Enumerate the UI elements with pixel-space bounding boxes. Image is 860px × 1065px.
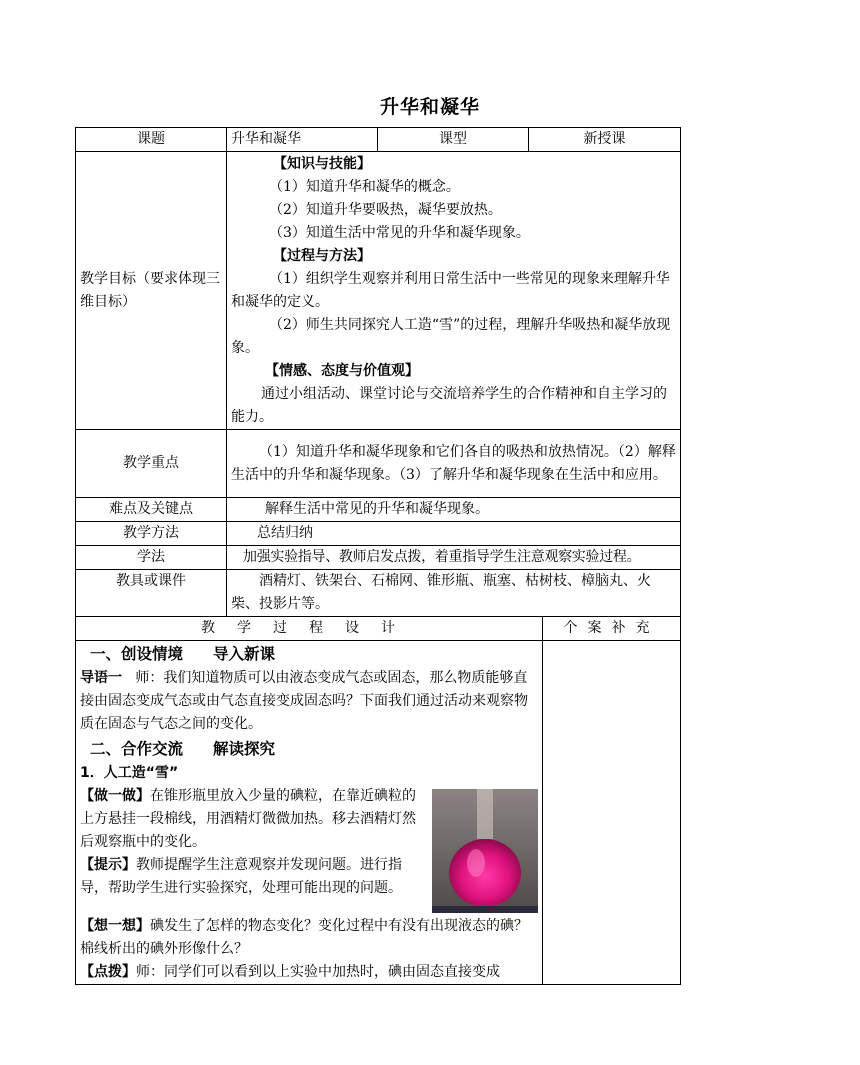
tools-row xyxy=(76,570,681,617)
think-paragraph: 【想一想】碘发生了怎样的物态变化？变化过程中有没有出现液态的碘？棉线析出的碘外形像什么？ xyxy=(80,918,528,957)
tools-text: 酒精灯、铁架台、石棉网、锥形瓶、瓶塞、枯树枝、樟脑丸、火柴、投影片等。 xyxy=(227,570,681,617)
objectives-label: 教学目标（要求体现三维目标） xyxy=(76,152,227,430)
process-content xyxy=(76,641,543,985)
emotion-heading: 【情感、态度与价值观】 xyxy=(265,363,419,379)
do-paragraph: 【做一做】在锥形瓶里放入少量的碘粒，在靠近碘粒的上方悬挂一段棉线，用酒精灯微微加热。移去酒精灯然后观察瓶中的变化。 xyxy=(80,788,416,850)
iodine-flask-photo xyxy=(432,789,538,913)
objectives-row xyxy=(76,152,681,430)
topic-value: 升华和凝华 xyxy=(227,128,378,152)
difficulties-label: 难点及关键点 xyxy=(76,498,227,522)
section2-title: 二、合作交流 解读探究 xyxy=(90,740,276,758)
key-points-row xyxy=(76,430,681,498)
type-label: 课型 xyxy=(378,128,529,152)
method-label: 教学方法 xyxy=(76,522,227,546)
study-row xyxy=(76,546,681,570)
page-title: 升华和凝华 xyxy=(379,96,480,118)
process-content-row xyxy=(76,641,681,985)
type-value: 新授课 xyxy=(529,128,681,152)
objectives-content xyxy=(227,152,681,430)
difficulties-row xyxy=(76,498,681,522)
lesson-plan-table xyxy=(75,127,681,985)
process-design-header: 教学过程设计 xyxy=(76,617,543,641)
supplement-header: 个案补充 xyxy=(543,617,681,641)
study-text: 加强实验指导、教师启发点拨，着重指导学生注意观察实验过程。 xyxy=(227,546,681,570)
emotion-text: 通过小组活动、课堂讨论与交流培养学生的合作精神和自主学习的能力。 xyxy=(231,386,667,425)
subsection-title: 1．人工造“雪” xyxy=(80,765,179,781)
key-points-text: （1）知道升华和凝华现象和它们各自的吸热和放热情况。（2）解释生活中的升华和凝华现象。（3）了解升华和凝华现象在生活中和应用。 xyxy=(227,430,681,498)
process-heading: 【过程与方法】 xyxy=(273,248,371,264)
hint-paragraph: 【提示】教师提醒学生注意观察并发现问题。进行指导，帮助学生进行实验探究，处理可能出现的问题。 xyxy=(80,857,402,896)
knowledge-item: （1）知道升华和凝华的概念。 xyxy=(269,179,460,195)
study-label: 学法 xyxy=(76,546,227,570)
method-row xyxy=(76,522,681,546)
difficulties-text: 解释生活中常见的升华和凝华现象。 xyxy=(227,498,681,522)
process-item: （1）组织学生观察并利用日常生活中一些常见的现象来理解升华和凝华的定义。 xyxy=(231,271,670,310)
knowledge-heading: 【知识与技能】 xyxy=(273,156,371,172)
process-item: （2）师生共同探究人工造“雪”的过程，理解升华吸热和凝华放现象。 xyxy=(231,317,671,356)
topic-label: 课题 xyxy=(76,128,227,152)
tools-label: 教具或课件 xyxy=(76,570,227,617)
key-points-label: 教学重点 xyxy=(76,430,227,498)
supplement-column xyxy=(543,641,681,985)
header-row xyxy=(76,128,681,152)
knowledge-item: （3）知道生活中常见的升华和凝华现象。 xyxy=(269,225,530,241)
knowledge-item: （2）知道升华要吸热，凝华要放热。 xyxy=(269,202,502,218)
process-header-row xyxy=(76,617,681,641)
point-paragraph: 【点拨】师：同学们可以看到以上实验中加热时，碘由固态直接变成 xyxy=(80,964,500,980)
intro-paragraph: 导语一 师：我们知道物质可以由液态变成气态或固态，那么物质能够直接由固态变成气态或由气态直接变成固态吗？下面我们通过活动来观察物质在固态与气态之间的变化。 xyxy=(80,670,528,732)
method-text: 总结归纳 xyxy=(227,522,681,546)
section1-title: 一、创设情境 导入新课 xyxy=(90,645,276,663)
